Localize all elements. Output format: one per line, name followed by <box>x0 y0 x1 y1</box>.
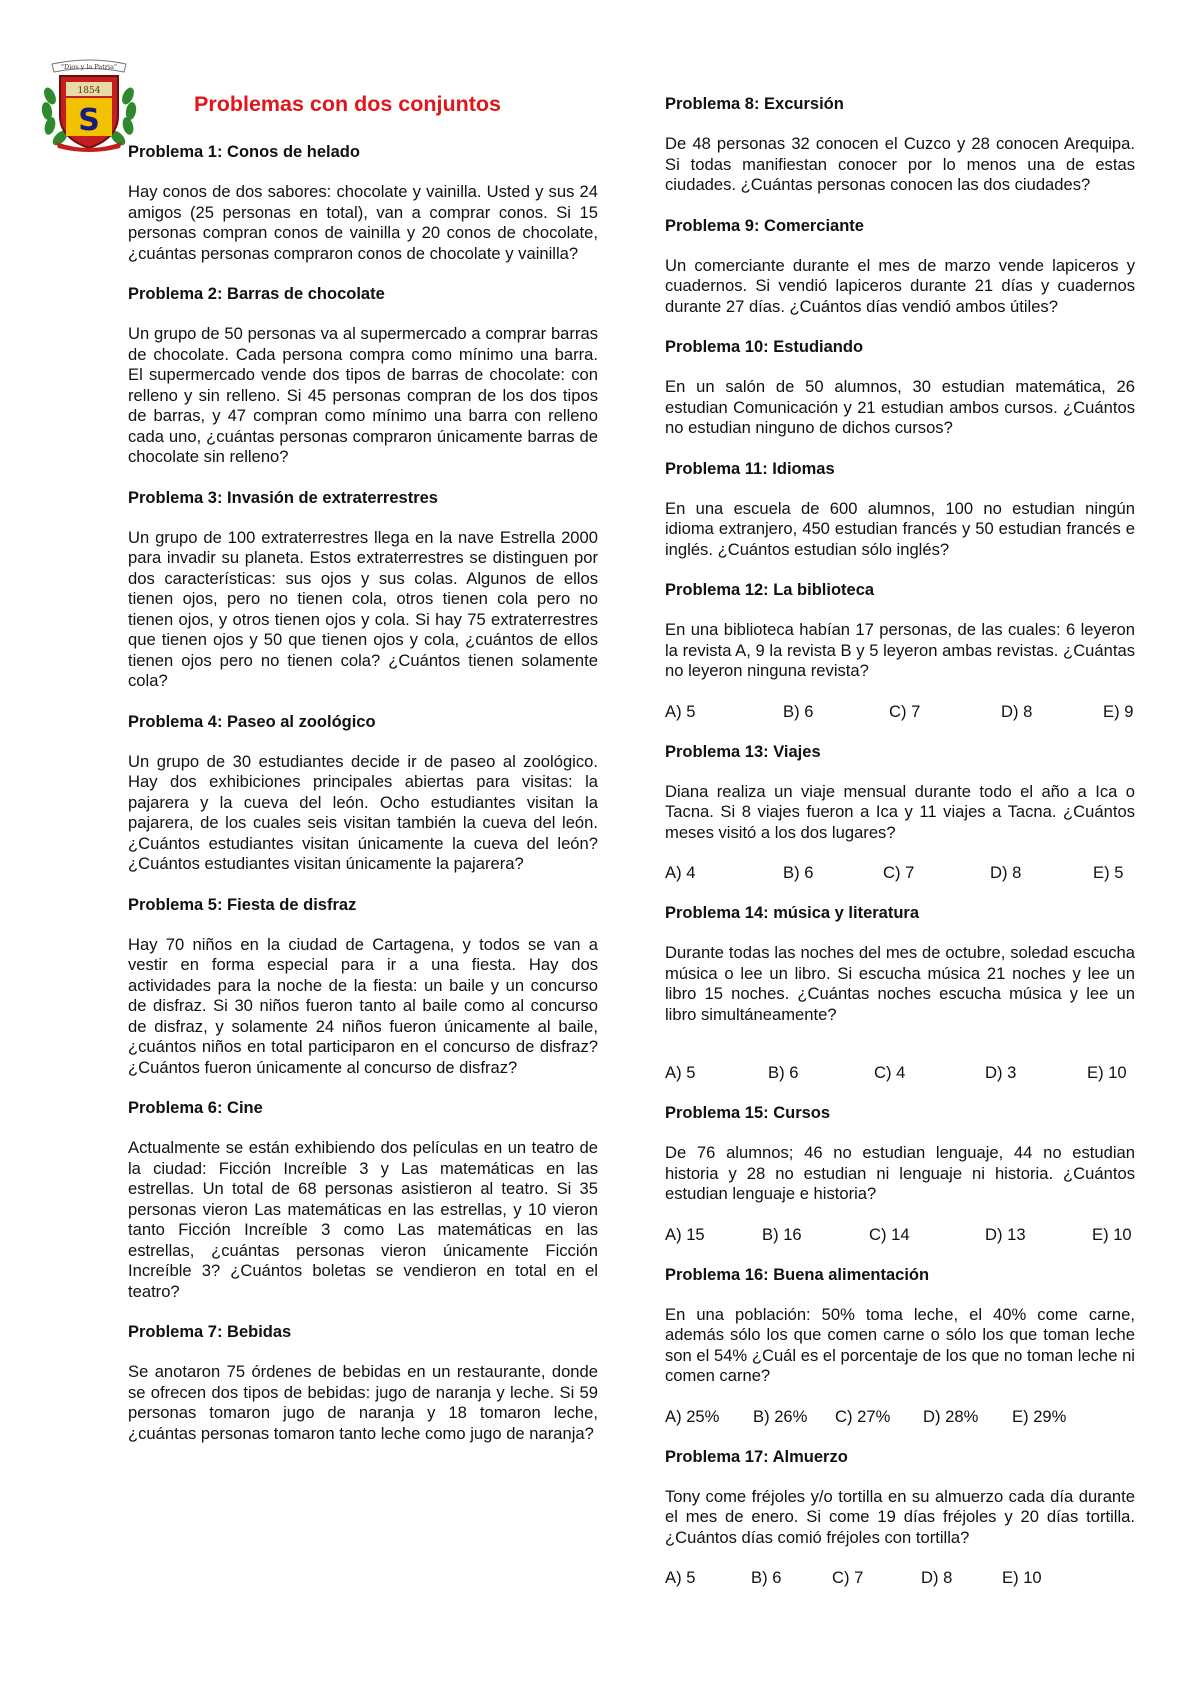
problem-text: Un grupo de 30 estudiantes decide ir de paseo al zoológico. Hay dos exhibiciones principales abiertas para visitas: la pajarera y la cueva del león. Ocho estudiantes visitan la pajarera, de los cuales seis visitan también la cueva del león. ¿Cuántos estudiantes visitan únicamente la cueva del león? ¿Cuántos estudiantes visitan únicamente la pajarera? <box>128 751 598 873</box>
option-a: A) 4 <box>665 863 696 882</box>
problem-title: Problema 2: Barras de chocolate <box>128 285 385 303</box>
problem-title: Problema 11: Idiomas <box>665 459 835 478</box>
problem-15 <box>665 1103 1135 1245</box>
problem-text: Un comerciante durante el mes de marzo vende lapiceros y cuadernos. Si vendió lapiceros durante 21 días y cuadernos durante 27 días. ¿Cuántos días vendió ambos útiles? <box>665 255 1135 316</box>
option-e: E) 10 <box>1092 1224 1132 1244</box>
problem-12 <box>665 580 1135 722</box>
problem-text: En una población: 50% toma leche, el 40% come carne, además sólo los que comen carne o sólo los que toman leche son el 54% ¿Cuál es el porcentaje de los que no toman leche ni comen carne? <box>665 1304 1135 1385</box>
problem-13 <box>665 742 1135 884</box>
problem-text: Un grupo de 100 extraterrestres llega en la nave Estrella 2000 para invadir su planeta. Estos extraterrestres se distinguen por dos características: sus ojos y sus colas. Algunos de ellos tienen ojos, pero no tienen cola, otros tienen cola pero no tienen ojos, y otros tienen ojos y cola. Si hay 75 extraterrestres que tienen ojos y 50 que tienen ojos y cola, ¿cuántos de ellos tienen ojos pero no tienen cola? ¿Cuántos tienen solamente cola? <box>128 527 598 690</box>
school-crest-logo <box>38 56 140 154</box>
option-b: B) 6 <box>751 1568 782 1587</box>
option-d: D) 8 <box>990 863 1022 882</box>
problem-text: Se anotaron 75 órdenes de bebidas en un restaurante, donde se ofrecen dos tipos de bebidas: jugo de naranja y leche. Si 59 personas tomaron jugo de naranja y 18 tomaron leche, ¿cuántas personas tomaron tanto leche como jugo de naranja? <box>128 1362 598 1443</box>
problem-title: Problema 6: Cine <box>128 1099 263 1117</box>
answer-options <box>665 702 1135 722</box>
problem-text: Un grupo de 50 personas va al supermercado a comprar barras de chocolate. Cada persona compra como mínimo una barra. El supermercado vende dos tipos de barras de chocolate: con relleno y sin relleno. Si 45 personas compran de los dos tipos de barras, y 47 compran como mínimo una barra con relleno cada uno, ¿cuántas personas compraron únicamente barras de chocolate sin relleno? <box>128 324 598 466</box>
problem-6 <box>128 1098 598 1302</box>
problem-9 <box>665 216 1135 318</box>
option-c: C) 14 <box>869 1224 910 1244</box>
problem-10 <box>665 337 1135 439</box>
problem-text: En una escuela de 600 alumnos, 100 no estudian ningún idioma extranjero, 450 estudian francés y 50 estudian francés e inglés. ¿Cuántos estudian sólo inglés? <box>665 498 1135 559</box>
problem-text: De 48 personas 32 conocen el Cuzco y 28 conocen Arequipa. Si todas manifiestan conocer por lo menos una de estas ciudades. ¿Cuántas personas conocen las dos ciudades? <box>665 134 1135 194</box>
problem-4 <box>128 712 598 875</box>
problem-title: Problema 8: Excursión <box>665 95 844 113</box>
option-b: B) 6 <box>783 863 814 882</box>
problem-text: Hay 70 niños en la ciudad de Cartagena, y todos se van a vestir en forma especial para ir a una fiesta. Hay dos actividades para la noche de la fiesta: un baile y un concurso de disfraz. Si 30 niños fueron tanto al baile como al concurso de disfraz, y solamente 24 niños fueron únicamente al baile, ¿cuántos niños en total participaron en el concurso de disfraz? ¿Cuántos fueron únicamente al concurso de disfraz? <box>128 934 598 1077</box>
problem-14 <box>665 903 1135 1083</box>
problem-title: Problema 13: Viajes <box>665 742 821 761</box>
problem-1 <box>128 142 598 264</box>
answer-options <box>665 1063 1135 1083</box>
option-a: A) 5 <box>665 1568 696 1587</box>
left-column <box>128 142 598 1464</box>
option-e: E) 29% <box>1012 1406 1067 1426</box>
option-d: D) 3 <box>985 1063 1017 1082</box>
option-e: E) 10 <box>1087 1063 1127 1082</box>
problem-text: Tony come fréjoles y/o tortilla en su almuerzo cada día durante el mes de enero. Si come 19 días fréjoles y 20 días tortilla. ¿Cuántos días comió fréjoles con tortilla? <box>665 1486 1135 1547</box>
problem-17 <box>665 1447 1135 1589</box>
problem-title: Problema 15: Cursos <box>665 1104 831 1122</box>
problem-5 <box>128 895 598 1079</box>
answer-options <box>665 863 1135 883</box>
problem-title: Problema 9: Comerciante <box>665 216 864 235</box>
problem-title: Problema 16: Buena alimentación <box>665 1265 930 1284</box>
option-a: A) 5 <box>665 1063 696 1082</box>
option-e: E) 9 <box>1103 701 1134 721</box>
crest-motto: "Dios y la Patria" <box>61 63 117 71</box>
option-d: D) 28% <box>923 1406 979 1426</box>
option-c: C) 4 <box>874 1063 906 1082</box>
problem-title: Problema 1: Conos de helado <box>128 143 360 161</box>
option-b: B) 6 <box>768 1063 799 1082</box>
option-b: B) 26% <box>753 1406 808 1426</box>
problem-title: Problema 5: Fiesta de disfraz <box>128 895 357 914</box>
problem-text: Diana realiza un viaje mensual durante todo el año a Ica o Tacna. Si 8 viajes fueron a Ica y 11 viajes a Tacna. ¿Cuántos meses visitó a los dos lugares? <box>665 781 1135 842</box>
option-c: C) 27% <box>835 1406 891 1426</box>
problem-3 <box>128 488 598 692</box>
answer-options <box>665 1568 1135 1588</box>
answer-options <box>665 1225 1135 1245</box>
problem-title: Problema 17: Almuerzo <box>665 1447 848 1466</box>
option-a: A) 15 <box>665 1224 705 1244</box>
option-b: B) 6 <box>783 701 814 721</box>
crest-letter: S <box>78 103 100 138</box>
problem-title: Problema 7: Bebidas <box>128 1323 292 1341</box>
problem-2 <box>128 284 598 468</box>
problem-text: De 76 alumnos; 46 no estudian lenguaje, 44 no estudian historia y 28 no estudian ni lenguaje ni historia. ¿Cuántos estudian lenguaje e historia? <box>665 1143 1135 1203</box>
problem-text: En un salón de 50 alumnos, 30 estudian matemática, 26 estudian Comunicación y 21 estudian ambos cursos. ¿Cuántos no estudian ninguno de dichos cursos? <box>665 377 1135 437</box>
option-e: E) 10 <box>1002 1568 1042 1587</box>
problem-text: Actualmente se están exhibiendo dos películas en un teatro de la ciudad: Ficción Increíble 3 y Las matemáticas en las estrellas. Un total de 68 personas asistieron al teatro. Si 35 personas vieron Las matemáticas en las estrellas, y 10 vieron tanto Ficción Increíble 3 como Las matemáticas en las estrellas, ¿cuántas personas vieron únicamente Ficción Increíble 3? ¿Cuántos boletas se vendieron en total en el teatro? <box>128 1138 598 1301</box>
option-d: D) 13 <box>985 1224 1026 1244</box>
problem-8 <box>665 94 1135 196</box>
option-a: A) 5 <box>665 701 696 721</box>
option-d: D) 8 <box>1001 701 1033 721</box>
option-d: D) 8 <box>921 1568 953 1587</box>
problem-title: Problema 12: La biblioteca <box>665 581 875 599</box>
problem-7 <box>128 1322 598 1444</box>
right-column <box>665 94 1135 1608</box>
problem-11 <box>665 459 1135 561</box>
problem-16 <box>665 1265 1135 1427</box>
option-c: C) 7 <box>889 701 921 721</box>
option-c: C) 7 <box>883 863 915 882</box>
spacer <box>665 1045 1135 1063</box>
problem-text: Hay conos de dos sabores: chocolate y vainilla. Usted y sus 24 amigos (25 personas en total), van a comprar conos. Si 15 personas compran conos de vainilla y 20 conos de chocolate, ¿cuántas personas compraron conos de chocolate y vainilla? <box>128 182 598 263</box>
problem-title: Problema 14: música y literatura <box>665 904 920 922</box>
crest-year: 1854 <box>77 86 101 96</box>
problem-text: En una biblioteca habían 17 personas, de las cuales: 6 leyeron la revista A, 9 la revista B y 5 leyeron ambas revistas. ¿Cuántas no leyeron ninguna revista? <box>665 620 1135 680</box>
option-b: B) 16 <box>762 1224 802 1244</box>
option-a: A) 25% <box>665 1406 720 1426</box>
problem-title: Problema 4: Paseo al zoológico <box>128 712 376 731</box>
page-title: Problemas con dos conjuntos <box>194 92 502 116</box>
problem-text: Durante todas las noches del mes de octubre, soledad escucha música o lee un libro. Si escucha música 21 noches y lee un libro 15 noches. ¿Cuántas noches escucha música y lee un libro simultáneamente? <box>665 943 1135 1024</box>
answer-options <box>665 1407 1135 1427</box>
option-c: C) 7 <box>832 1568 864 1587</box>
problem-title: Problema 10: Estudiando <box>665 338 864 356</box>
problem-title: Problema 3: Invasión de extraterrestres <box>128 488 438 507</box>
option-e: E) 5 <box>1093 863 1124 882</box>
